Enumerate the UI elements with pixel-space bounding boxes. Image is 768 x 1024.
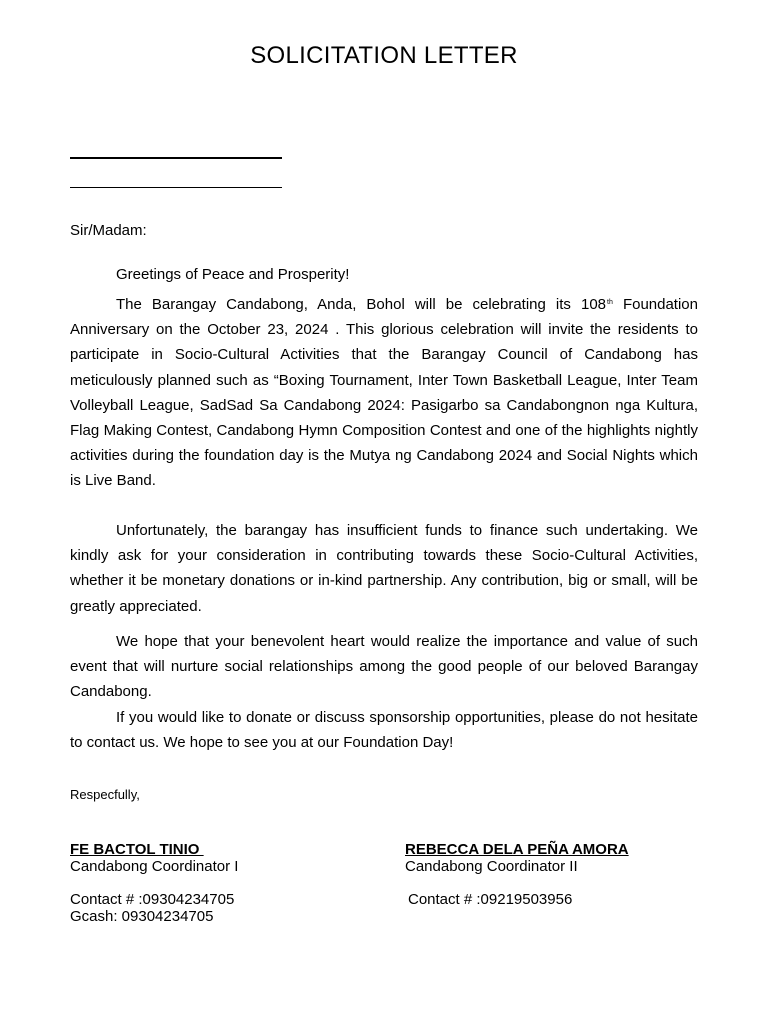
signatory-right-role: Candabong Coordinator II <box>405 858 578 875</box>
paragraph-announcement-rest: Foundation Anniversary on the October 23, 2024 . This glorious celebration will invite the residents to participate in Socio-Cultural Activities that the Barangay Council of Candabong has meticulously planned such as “Boxing Tournament, Inter Town Basketball League, Inter Team Volleyball League, SadSad Sa Candabong 2024: Pasigarbo sa Candabongnon nga Kultura, Flag Making Contest, Candabong Hymn Composition Contest and one of the highlights nightly activities during the foundation day is the Mutya ng Candabong 2024 and Social Nights which is Live Band. <box>70 296 698 490</box>
signatory-left <box>70 841 238 875</box>
paragraph-request: Unfortunately, the barangay has insufficient funds to finance such undertaking. We kindly ask for your consideration in contributing towards these Socio-Cultural Activities, whether it be monetary donations or in-kind partnership. Any contribution, big or small, will be greatly appreciated. <box>70 522 698 615</box>
signatory-left-name: FE BACTOL TINIO <box>70 841 204 858</box>
greeting: Greetings of Peace and Prosperity! <box>116 266 350 283</box>
paragraph-contact-invite: If you would like to donate or discuss sponsorship opportunities, please do not hesitate to contact us. We hope to see you at our Foundation Day! <box>70 709 698 752</box>
contact-left <box>70 891 234 925</box>
contact-right-number: Contact # :09219503956 <box>408 891 573 908</box>
paragraph-announcement-start: The Barangay Candabong, Anda, Bohol will be celebrating its 108 <box>116 296 607 313</box>
recipient-address-line <box>70 187 282 188</box>
recipient-name-line <box>70 157 282 159</box>
contact-left-gcash: Gcash: 09304234705 <box>70 908 214 925</box>
letter-title: SOLICITATION LETTER <box>250 42 518 69</box>
salutation: Sir/Madam: <box>70 222 147 239</box>
contact-right <box>408 891 572 908</box>
closing: Respecfully, <box>70 787 140 802</box>
signatory-left-role: Candabong Coordinator I <box>70 858 239 875</box>
paragraph-hope: We hope that your benevolent heart would realize the importance and value of such event that will nurture social relationships among the good people of our beloved Barangay Candabong. <box>70 633 698 701</box>
contact-left-number: Contact # :09304234705 <box>70 891 235 908</box>
paragraph-announcement <box>70 292 698 494</box>
ordinal-suffix: th <box>607 299 613 306</box>
signatory-right <box>405 841 629 875</box>
signatory-right-name: REBECCA DELA PEÑA AMORA <box>405 841 629 858</box>
